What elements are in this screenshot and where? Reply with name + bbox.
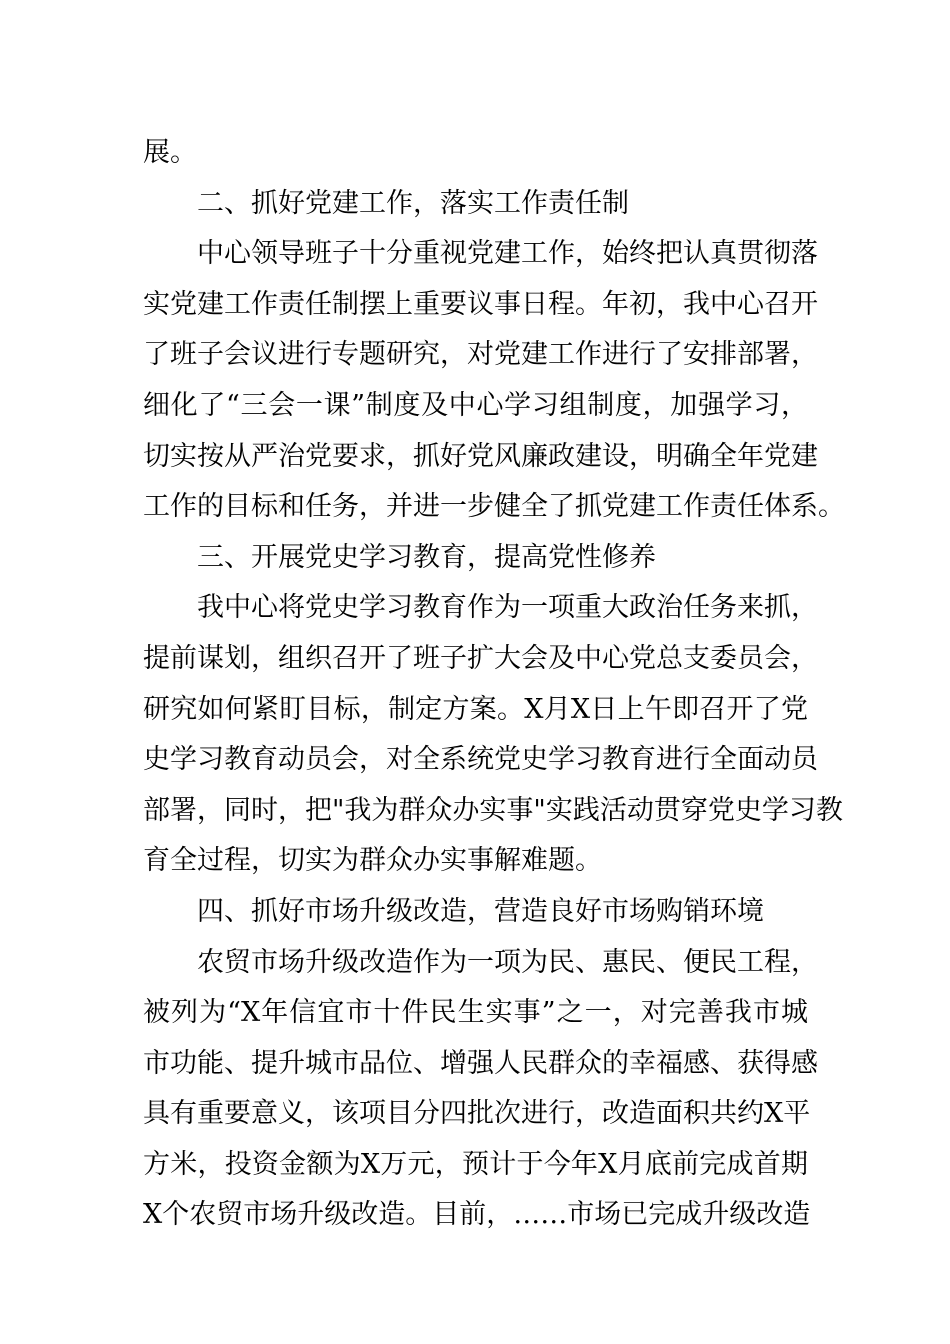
document-body — [143, 128, 845, 1241]
section-heading-2 — [143, 179, 808, 230]
text-line: 市功能、提升城市品位、增强人民群众的幸福感、获得感 — [143, 1047, 818, 1079]
text-line: 具有重要意义，该项目分四批次进行，改造面积共约X平 — [143, 1098, 811, 1130]
text-line: 我中心将党史学习教育作为一项重大政治任务来抓， — [197, 592, 818, 624]
paragraph-continuation — [143, 128, 808, 179]
text-line: 提前谋划，组织召开了班子扩大会及中心党总支委员会， — [143, 642, 818, 674]
text-line: 研究如何紧盯目标，制定方案。X月X日上午即召开了党 — [143, 693, 808, 725]
heading-line: 三、开展党史学习教育，提高党性修养 — [197, 541, 656, 573]
text-line: X个农贸市场升级改造。目前，……市场已完成升级改造 — [143, 1199, 811, 1231]
text-line: 农贸市场升级改造作为一项为民、惠民、便民工程， — [197, 946, 818, 978]
text-line: 育全过程，切实为群众办实事解难题。 — [143, 845, 602, 877]
text-line: 工作的目标和任务，并进一步健全了抓党建工作责任体系。 — [143, 491, 845, 523]
text-line: 部署，同时，把"我为群众办实事"实践活动贯穿党史学习教 — [143, 794, 843, 826]
text-line: 被列为“X年信宜市十件民生实事”之一，对完善我市城 — [143, 997, 808, 1029]
text-line: 史学习教育动员会，对全系统党史学习教育进行全面动员 — [143, 744, 818, 776]
heading-line: 四、抓好市场升级改造，营造良好市场购销环境 — [197, 895, 764, 927]
text-line: 中心领导班子十分重视党建工作，始终把认真贯彻落 — [197, 238, 818, 270]
text-line: 方米，投资金额为X万元，预计于今年X月底前完成首期 — [143, 1148, 808, 1180]
text-line: 了班子会议进行专题研究，对党建工作进行了安排部署， — [143, 339, 818, 371]
text-line: 切实按从严治党要求，抓好党风廉政建设，明确全年党建 — [143, 440, 818, 472]
text-line: 展。 — [143, 137, 197, 168]
section-heading-4 — [143, 887, 808, 938]
text-line: 实党建工作责任制摆上重要议事日程。年初，我中心召开 — [143, 288, 818, 320]
paragraph-market-upgrade — [143, 938, 818, 1242]
paragraph-party-building — [143, 229, 845, 533]
heading-line: 二、抓好党建工作，落实工作责任制 — [197, 187, 629, 219]
section-heading-3 — [143, 533, 808, 584]
paragraph-party-history — [143, 583, 843, 887]
text-line: 细化了“三会一课”制度及中心学习组制度，加强学习， — [143, 389, 808, 421]
